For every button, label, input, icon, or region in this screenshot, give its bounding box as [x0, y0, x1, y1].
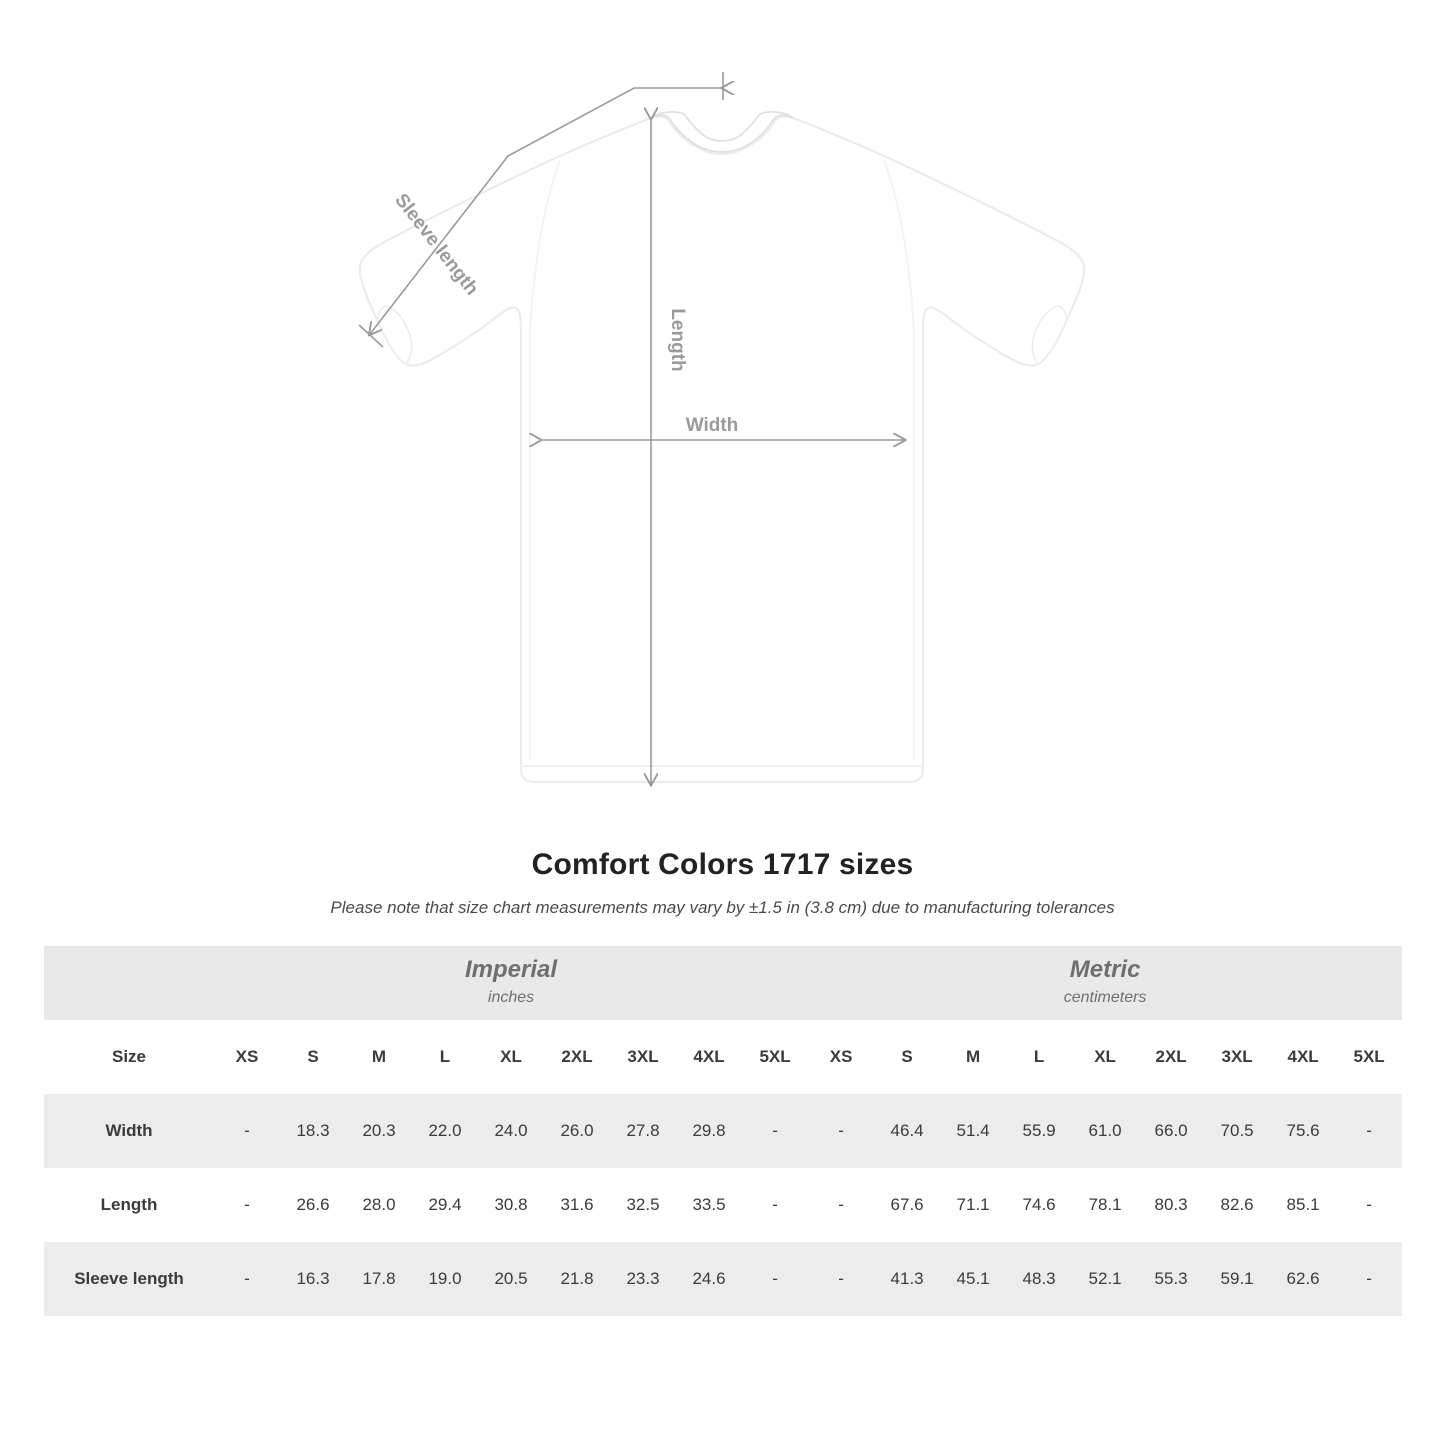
- unit-group-imperial: [214, 946, 808, 1020]
- header-metric-l: L: [1006, 1020, 1072, 1094]
- unit-sub-imperial: inches: [487, 989, 535, 1007]
- header-metric-s: S: [874, 1020, 940, 1094]
- cell-length-imperial-2xl: 31.6: [544, 1168, 610, 1242]
- header-metric-m: M: [940, 1020, 1006, 1094]
- cell-sleeve-imperial-m: 17.8: [346, 1242, 412, 1316]
- header-imperial-l: L: [412, 1020, 478, 1094]
- cell-width-imperial-m: 20.3: [346, 1094, 412, 1168]
- header-metric-4xl: 4XL: [1270, 1020, 1336, 1094]
- header-metric-2xl: 2XL: [1138, 1020, 1204, 1094]
- cell-length-metric-xs: -: [808, 1168, 874, 1242]
- cell-length-imperial-5xl: -: [742, 1168, 808, 1242]
- cell-length-metric-m: 71.1: [940, 1168, 1006, 1242]
- header-metric-xs: XS: [808, 1020, 874, 1094]
- cell-length-imperial-3xl: 32.5: [610, 1168, 676, 1242]
- cell-length-metric-l: 74.6: [1006, 1168, 1072, 1242]
- cell-width-imperial-xs: -: [214, 1094, 280, 1168]
- cell-sleeve-imperial-xs: -: [214, 1242, 280, 1316]
- row-label-length: Length: [44, 1168, 214, 1242]
- cell-sleeve-metric-m: 45.1: [940, 1242, 1006, 1316]
- cell-width-metric-5xl: -: [1336, 1094, 1402, 1168]
- cell-length-metric-s: 67.6: [874, 1168, 940, 1242]
- cell-width-imperial-3xl: 27.8: [610, 1094, 676, 1168]
- header-size: Size: [44, 1020, 214, 1094]
- size-table: [44, 946, 1402, 1316]
- cell-sleeve-metric-3xl: 59.1: [1204, 1242, 1270, 1316]
- cell-width-imperial-xl: 24.0: [478, 1094, 544, 1168]
- cell-sleeve-metric-l: 48.3: [1006, 1242, 1072, 1316]
- cell-width-imperial-2xl: 26.0: [544, 1094, 610, 1168]
- header-imperial-4xl: 4XL: [676, 1020, 742, 1094]
- page-title: Comfort Colors 1717 sizes: [531, 848, 914, 881]
- size-table-wrap: [0, 946, 1445, 1316]
- cell-sleeve-imperial-s: 16.3: [280, 1242, 346, 1316]
- unit-name-metric: Metric: [1069, 956, 1141, 984]
- measurement-note: Please note that size chart measurements may vary by ±1.5 in (3.8 cm) due to manufacturing tolerances: [330, 898, 1115, 917]
- header-metric-3xl: 3XL: [1204, 1020, 1270, 1094]
- header-imperial-2xl: 2XL: [544, 1020, 610, 1094]
- sleeve-length-label: Sleeve length: [390, 189, 483, 300]
- cell-width-metric-4xl: 75.6: [1270, 1094, 1336, 1168]
- header-metric-xl: XL: [1072, 1020, 1138, 1094]
- cell-width-imperial-s: 18.3: [280, 1094, 346, 1168]
- cell-length-metric-4xl: 85.1: [1270, 1168, 1336, 1242]
- unit-sub-metric: centimeters: [1063, 989, 1147, 1007]
- cell-length-imperial-4xl: 33.5: [676, 1168, 742, 1242]
- header-imperial-xs: XS: [214, 1020, 280, 1094]
- cell-sleeve-imperial-2xl: 21.8: [544, 1242, 610, 1316]
- row-label-width: Width: [44, 1094, 214, 1168]
- table-row: [44, 1094, 1402, 1168]
- cell-width-metric-l: 55.9: [1006, 1094, 1072, 1168]
- header-imperial-5xl: 5XL: [742, 1020, 808, 1094]
- cell-sleeve-metric-s: 41.3: [874, 1242, 940, 1316]
- length-label: Length: [667, 308, 688, 372]
- header-imperial-xl: XL: [478, 1020, 544, 1094]
- cell-sleeve-metric-2xl: 55.3: [1138, 1242, 1204, 1316]
- table-row: [44, 1242, 1402, 1316]
- unit-group-metric: [808, 946, 1402, 1020]
- cell-sleeve-metric-xs: -: [808, 1242, 874, 1316]
- cell-width-metric-m: 51.4: [940, 1094, 1006, 1168]
- cell-length-metric-5xl: -: [1336, 1168, 1402, 1242]
- cell-width-metric-s: 46.4: [874, 1094, 940, 1168]
- unit-spacer: [44, 946, 214, 1020]
- header-imperial-m: M: [346, 1020, 412, 1094]
- header-metric-5xl: 5XL: [1336, 1020, 1402, 1094]
- cell-sleeve-metric-5xl: -: [1336, 1242, 1402, 1316]
- table-row: [44, 1168, 1402, 1242]
- row-label-sleeve-length: Sleeve length: [44, 1242, 214, 1316]
- cell-width-imperial-4xl: 29.8: [676, 1094, 742, 1168]
- cell-length-imperial-m: 28.0: [346, 1168, 412, 1242]
- cell-width-imperial-5xl: -: [742, 1094, 808, 1168]
- cell-sleeve-imperial-3xl: 23.3: [610, 1242, 676, 1316]
- cell-sleeve-imperial-5xl: -: [742, 1242, 808, 1316]
- cell-length-imperial-xs: -: [214, 1168, 280, 1242]
- cell-length-metric-3xl: 82.6: [1204, 1168, 1270, 1242]
- header-imperial-s: S: [280, 1020, 346, 1094]
- cell-length-imperial-s: 26.6: [280, 1168, 346, 1242]
- unit-header-row: [44, 946, 1402, 1020]
- cell-sleeve-imperial-xl: 20.5: [478, 1242, 544, 1316]
- cell-width-imperial-l: 22.0: [412, 1094, 478, 1168]
- cell-sleeve-metric-xl: 52.1: [1072, 1242, 1138, 1316]
- tshirt-shape: [360, 112, 1085, 782]
- cell-length-metric-xl: 78.1: [1072, 1168, 1138, 1242]
- title-block: [0, 848, 1445, 918]
- cell-length-imperial-xl: 30.8: [478, 1168, 544, 1242]
- width-label: Width: [685, 415, 739, 436]
- cell-width-metric-xs: -: [808, 1094, 874, 1168]
- cell-length-imperial-l: 29.4: [412, 1168, 478, 1242]
- cell-width-metric-3xl: 70.5: [1204, 1094, 1270, 1168]
- header-imperial-3xl: 3XL: [610, 1020, 676, 1094]
- unit-name-imperial: Imperial: [465, 956, 558, 984]
- cell-sleeve-imperial-l: 19.0: [412, 1242, 478, 1316]
- cell-width-metric-xl: 61.0: [1072, 1094, 1138, 1168]
- cell-width-metric-2xl: 66.0: [1138, 1094, 1204, 1168]
- cell-sleeve-imperial-4xl: 24.6: [676, 1242, 742, 1316]
- cell-length-metric-2xl: 80.3: [1138, 1168, 1204, 1242]
- cell-sleeve-metric-4xl: 62.6: [1270, 1242, 1336, 1316]
- size-header-row: [44, 1020, 1402, 1094]
